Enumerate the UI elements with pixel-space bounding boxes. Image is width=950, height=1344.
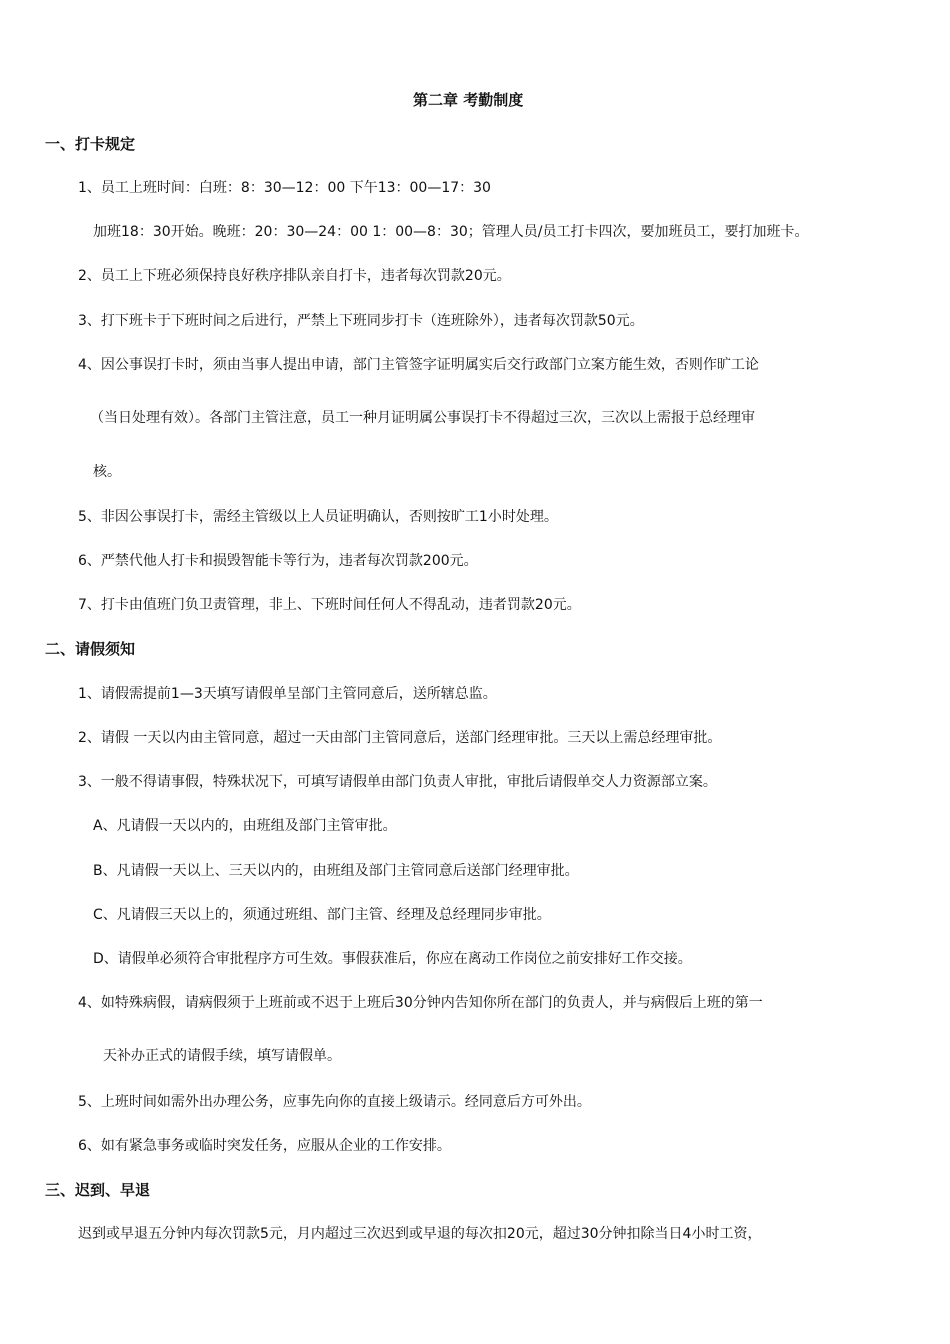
paragraph: 迟到或早退五分钟内每次罚款5元，月内超过三次迟到或早退的每次扣20元，超过30分钟扣除当日4小时工资，: [78, 1226, 762, 1242]
section-heading-leave: 二、请假须知: [45, 640, 136, 658]
paragraph: 4、因公事误打卡时，须由当事人提出申请，部门主管签字证明属实后交行政部门立案方能生效，否则作旷工论: [78, 357, 759, 373]
paragraph: 5、非因公事误打卡，需经主管级以上人员证明确认，否则按旷工1小时处理。: [78, 509, 558, 525]
page-title: 第二章 考勤制度: [413, 91, 524, 109]
paragraph: 加班18：30开始。晚班：20：30—24：00 1：00—8：30；管理人员/员工打卡四次，要加班员工，要打加班卡。: [93, 224, 809, 240]
paragraph: C、凡请假三天以上的，须通过班组、部门主管、经理及总经理同步审批。: [93, 907, 551, 923]
section-heading-clock-in: 一、打卡规定: [45, 135, 136, 153]
paragraph: 3、打下班卡于下班时间之后进行，严禁上下班同步打卡（连班除外），违者每次罚款50元。: [78, 313, 644, 329]
section-heading-late-early: 三、迟到、早退: [45, 1181, 151, 1199]
paragraph: （当日处理有效）。各部门主管注意，员工一种月证明属公事误打卡不得超过三次，三次以上需报于总经理审: [90, 410, 755, 426]
paragraph: 1、员工上班时间：白班：8：30—12：00 下午13：00—17：30: [78, 180, 491, 196]
paragraph: 7、打卡由值班门负卫责管理，非上、下班时间任何人不得乱动，违者罚款20元。: [78, 597, 581, 613]
paragraph: 6、如有紧急事务或临时突发任务，应服从企业的工作安排。: [78, 1138, 451, 1154]
paragraph: 4、如特殊病假，请病假须于上班前或不迟于上班后30分钟内告知你所在部门的负责人，并与病假后上班的第一: [78, 995, 763, 1011]
paragraph: 2、请假 一天以内由主管同意，超过一天由部门主管同意后，送部门经理审批。三天以上需总经理审批。: [78, 730, 722, 746]
paragraph: 核。: [93, 464, 121, 480]
paragraph: A、凡请假一天以内的，由班组及部门主管审批。: [93, 818, 397, 834]
paragraph: D、请假单必须符合审批程序方可生效。事假获准后，你应在离动工作岗位之前安排好工作交接。: [93, 951, 692, 967]
paragraph: 3、一般不得请事假，特殊状况下，可填写请假单由部门负责人审批，审批后请假单交人力资源部立案。: [78, 774, 717, 790]
paragraph: B、凡请假一天以上、三天以内的，由班组及部门主管同意后送部门经理审批。: [93, 863, 579, 879]
paragraph: 天补办正式的请假手续，填写请假单。: [103, 1048, 341, 1064]
paragraph: 6、严禁代他人打卡和损毁智能卡等行为，违者每次罚款200元。: [78, 553, 478, 569]
paragraph: 1、请假需提前1—3天填写请假单呈部门主管同意后，送所辖总监。: [78, 686, 497, 702]
paragraph: 2、员工上下班必须保持良好秩序排队亲自打卡，违者每次罚款20元。: [78, 268, 511, 284]
paragraph: 5、上班时间如需外出办理公务，应事先向你的直接上级请示。经同意后方可外出。: [78, 1094, 591, 1110]
